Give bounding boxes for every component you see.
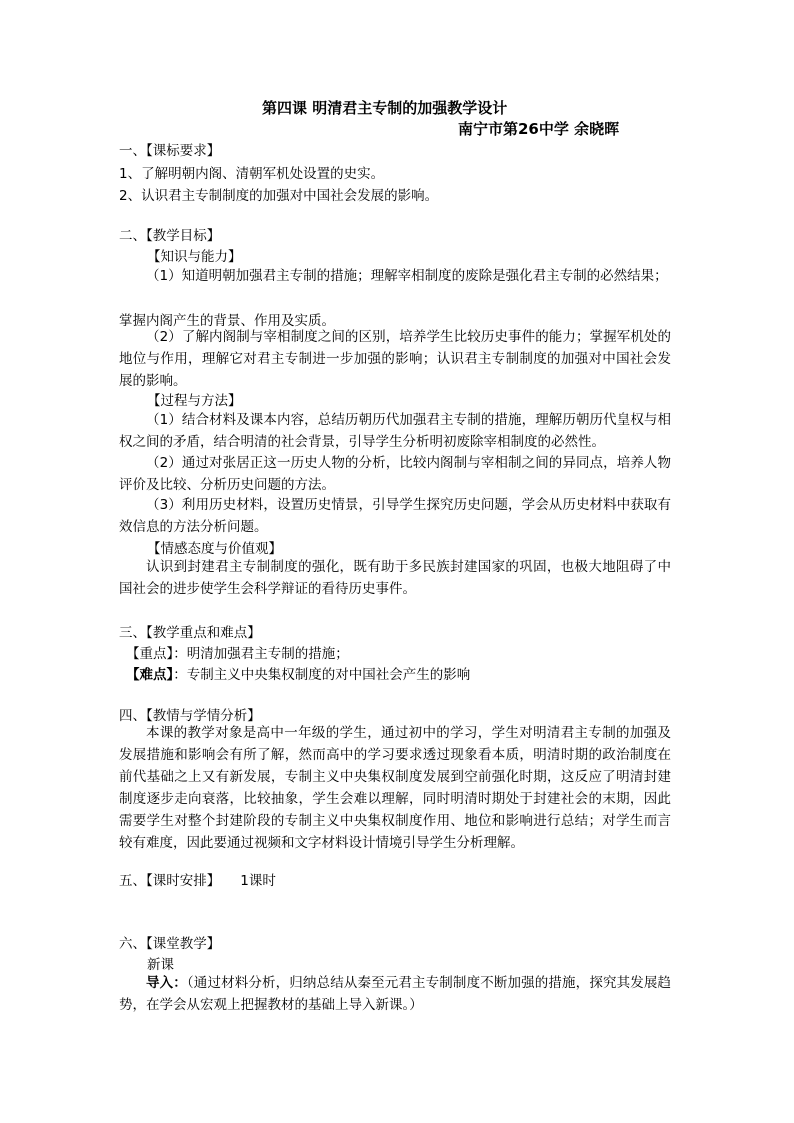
- section-5-heading: [119, 869, 276, 889]
- section-4-heading: 四、【教情与学情分析】: [119, 708, 261, 724]
- process-method-label: 【过程与方法】: [147, 393, 242, 409]
- knowledge-ability-label: 【知识与能力】: [147, 249, 242, 265]
- knowledge-goal-2: （2）了解内阁制与宰相制度之间的区别，培养学生比较历史事件的能力；掌握军机处的地位与作用，理解它对君主专制进一步加强的影响；认识君主专制制度的加强对中国社会发展的影响。: [119, 329, 671, 389]
- emotion-goal-1: 认识到封建君主专制制度的强化，既有助于多民族封建国家的巩固，也极大地阻碍了中国社会的进步使学生会科学辩证的看待历史事件。: [119, 559, 671, 597]
- knowledge-goal-1b: 掌握内阁产生的背景、作用及实质。: [119, 313, 335, 329]
- difficult-point-row: [126, 663, 470, 683]
- class-hours-value: 1课时: [240, 873, 276, 889]
- section-6-label: 【课堂教学】: [146, 936, 221, 952]
- introduction-label: 导入：: [146, 975, 187, 991]
- section-5-label: 【课时安排】: [146, 873, 221, 889]
- process-goal-2: （2）通过对张居正这一历史人物的分析，比较内阁制与宰相制之间的异同点，培养人物评价及比较、分析历史问题的方法。: [119, 455, 671, 493]
- introduction-text: （通过材料分析，归纳总结从秦至元君主专制制度不断加强的措施，探究其发展趋势，在学会从宏观上把握教材的基础上导入新课。）: [119, 975, 672, 1013]
- knowledge-goal-1: （1）知道明朝加强君主专制的措施；理解宰相制度的废除是强化君主专制的必然结果；: [146, 268, 668, 284]
- difficult-point-text: ：专制主义中央集权制度的对中国社会产生的影响: [173, 667, 471, 683]
- section-6-heading: [119, 932, 220, 952]
- emotion-value-label: 【情感态度与价值观】: [147, 541, 282, 557]
- standard-item-2: 2、认识君主专制制度的加强对中国社会发展的影响。: [119, 188, 439, 204]
- section-1-heading: 一、【课标要求】: [119, 143, 221, 159]
- standard-item-1: 1、了解明朝内阁、清朝军机处设置的史实。: [119, 166, 385, 182]
- process-goal-1: （1）结合材料及课本内容，总结历朝历代加强君主专制的措施，理解历朝历代皇权与相权之间的矛盾，结合明清的社会背景，引导学生分析明初废除宰相制度的必然性。: [119, 412, 671, 450]
- section-3-heading: 三、【教学重点和难点】: [119, 625, 261, 641]
- document-title: 第四课 明清君主专制的加强教学设计: [262, 99, 508, 117]
- key-point-row: [126, 642, 349, 662]
- new-lesson-label: 新课: [147, 957, 174, 973]
- section-6-prefix: 六、: [119, 936, 146, 952]
- difficult-point-label: 【难点】: [126, 667, 174, 683]
- process-goal-3: （3）利用历史材料，设置历史情景，引导学生探究历史问题，学会从历史材料中获取有效信息的方法分析问题。: [119, 497, 671, 535]
- key-point-text: ：明清加强君主专制的措施；: [173, 646, 349, 662]
- introduction-paragraph: [119, 972, 671, 1016]
- key-point-label: 【重点】: [126, 646, 174, 662]
- section-5-prefix: 五、: [119, 873, 146, 889]
- situation-analysis-text: 本课的教学对象是高中一年级的学生，通过初中的学习，学生对明清君主专制的加强及发展措施和影响会有所了解，然而高中的学习要求透过现象看本质，明清时期的政治制度在前代基础之上又有新发展，专制主义中央集权制度发展到空前强化时期，这反应了明清封建制度逐步走向衰落，比较抽象，学生会难以理解，同时明清时期处于封建社会的末期，因此需要学生对整个封建阶段的专制主义中央集权制度作用、地位和影响进行总结；对学生而言较有难度，因此要通过视频和文字材料设计情境引导学生分析理解。: [119, 725, 671, 851]
- section-2-heading: 二、【教学目标】: [119, 228, 221, 244]
- author-line: 南宁市第26中学 余晓晖: [458, 120, 620, 138]
